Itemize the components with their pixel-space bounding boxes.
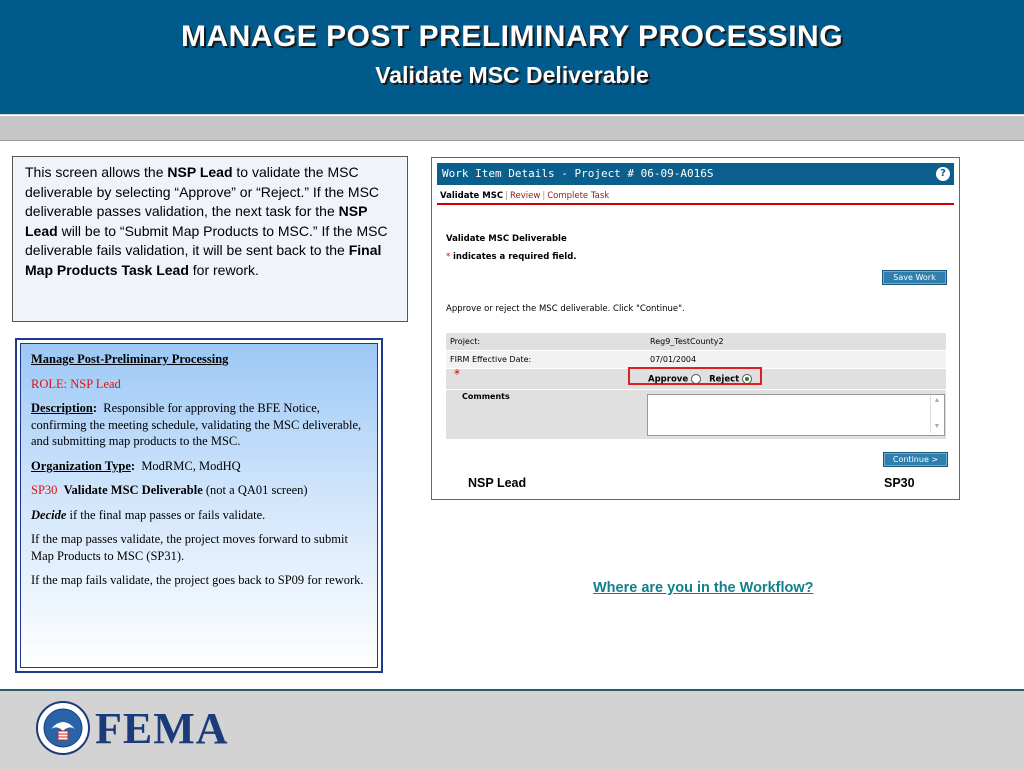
intro-text-box [12, 156, 408, 322]
nav-separator: | [505, 191, 508, 201]
workflow-link[interactable]: Where are you in the Workflow? [593, 580, 814, 596]
dhs-seal-icon [36, 701, 90, 755]
scroll-down-icon[interactable]: ▼ [933, 423, 941, 430]
task-nav [437, 187, 954, 205]
org-type-value: ModRMC, ModHQ [141, 458, 241, 473]
reject-radio[interactable] [742, 374, 752, 384]
save-work-button[interactable]: Save Work [882, 270, 947, 285]
comments-textarea[interactable] [647, 394, 945, 436]
instruction-text: Approve or reject the MSC deliverable. Click "Continue". [446, 304, 685, 314]
reject-label: Reject [709, 374, 740, 385]
screen-code: SP30 [31, 483, 58, 497]
description-text: Responsible for approving the BFE Notice, confirming the meeting schedule, validating the MSC deliverable, and submitting map products to the MSC. [31, 401, 362, 448]
decide-text: if the final map passes or fails validate. [66, 507, 266, 522]
intro-text: to validate the MSC deliverable by selecting “Approve” or “Reject.” If the MSC deliverable passes validation, the next task for the [25, 164, 380, 220]
row-label: FIRM Effective Date: [450, 355, 532, 364]
fema-logo: FEMA [95, 704, 229, 753]
scroll-up-icon[interactable]: ▲ [933, 397, 941, 404]
approve-radio[interactable] [691, 374, 701, 384]
work-item-title: Work Item Details - Project # 06-09-A016S [442, 167, 714, 180]
comments-scrollbar[interactable] [930, 395, 943, 433]
row-value: 07/01/2004 [650, 355, 697, 364]
role-info-panel [15, 338, 383, 673]
help-icon[interactable]: ? [936, 167, 950, 181]
approve-label: Approve [648, 374, 689, 385]
intro-bold: NSP Lead [25, 203, 368, 239]
decide-word: Decide [31, 507, 67, 522]
org-type-label: Organization Type [31, 458, 131, 473]
continue-button[interactable]: Continue > [883, 452, 948, 467]
page-title: MANAGE POST PRELIMINARY PROCESSING [180, 20, 844, 53]
description-label: Description [31, 401, 93, 415]
role-label: ROLE: NSP Lead [31, 376, 121, 391]
screen-name: Validate MSC Deliverable [63, 483, 203, 497]
intro-text: for rework. [188, 261, 259, 278]
role-info-content: Manage Post-Preliminary Processing ROLE: NSP Lead Description: Responsible for approving the BFE Notice, confirming the meeting schedule, validating the MSC deliverable, and submitting map products to the MSC. Organization Type: ModRMC, ModHQ SP30 Validate MSC Deliverable (not a QA01 screen) Decide if the final map passes or fails validate. If the map passes validate, the project moves forward to submit Map Products to MSC (SP31). If the map fails validate, the project goes back to SP09 for rework. [20, 343, 378, 668]
required-asterisk: * [454, 367, 460, 381]
footer [0, 689, 1024, 770]
nav-item-validate-msc[interactable]: Validate MSC [440, 191, 504, 201]
intro-bold: Final Map Products Task Lead [25, 242, 382, 278]
required-note-line [446, 252, 577, 262]
nav-item-complete-task[interactable]: Complete Task [547, 191, 610, 201]
intro-text: will be to “Submit Map Products to MSC.” If the MSC deliverable fails validation, it will be sent back to the [25, 222, 388, 259]
table-row [446, 350, 946, 368]
pass-text: If the map passes validate, the project moves forward to submit Map Products to MSC (SP31). [31, 532, 348, 563]
app-screenshot-frame [431, 157, 960, 500]
page-subtitle: Validate MSC Deliverable [375, 62, 649, 88]
work-item-title-bar [437, 163, 954, 185]
section-title: Validate MSC Deliverable [446, 234, 567, 244]
nav-separator: | [542, 191, 546, 201]
caption-role: NSP Lead [468, 476, 527, 490]
required-asterisk: * [446, 252, 451, 262]
row-value: Reg9_TestCounty2 [650, 337, 724, 346]
table-row [446, 332, 946, 350]
intro-text: This screen allows the [25, 164, 168, 180]
screen-note: (not a QA01 screen) [205, 483, 308, 497]
nav-item-review[interactable]: Review [509, 191, 541, 201]
header-banner [0, 0, 1024, 115]
intro-bold: NSP Lead [167, 164, 233, 180]
caption-screen-code: SP30 [884, 476, 915, 490]
row-label: Project: [450, 337, 481, 346]
fail-text: If the map fails validate, the project goes back to SP09 for rework. [31, 573, 364, 587]
role-heading: Manage Post-Preliminary Processing [31, 352, 229, 366]
approve-reject-group [648, 374, 760, 385]
header-divider-band [0, 116, 1024, 141]
comments-label: Comments [462, 392, 510, 401]
required-note: indicates a required field. [452, 252, 577, 262]
